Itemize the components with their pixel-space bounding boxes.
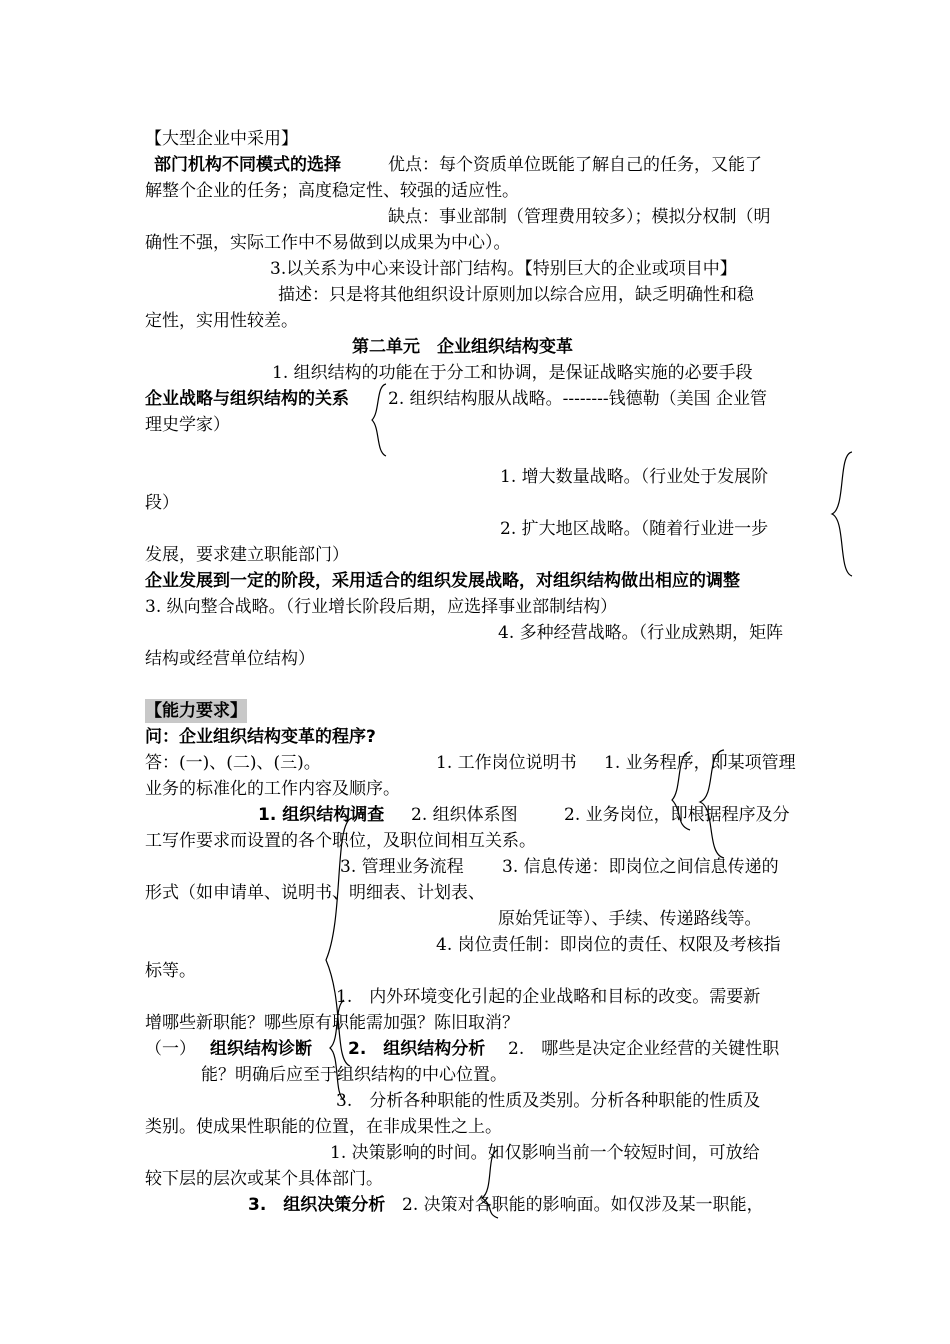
paragraph-text: 形式（如申请单、说明书、明细表、计划表、 [145, 883, 485, 903]
flow-item: 3. 信息传递：即岗位之间信息传递的 [502, 857, 779, 877]
paragraph-text: 类别。使成果性职能的位置，在非成果性之上。 [145, 1117, 502, 1137]
paragraph-text: 业务的标准化的工作内容及顺序。 [145, 779, 400, 799]
paragraph-text: 能？明确后应至于组织结构的中心位置。 [201, 1065, 507, 1085]
section-note: 【大型企业中采用】 [145, 129, 298, 149]
paragraph-text: 解整个企业的任务；高度稳定性、较强的适应性。 [145, 181, 519, 201]
paragraph-text: 标等。 [145, 961, 196, 981]
paragraph-text: 结构或经营单位结构） [145, 649, 315, 669]
strategy-item: 3. 纵向整合战略。（行业增长阶段后期，应选择事业部制结构） [145, 597, 618, 617]
strategy-item: 4. 多种经营战略。（行业成熟期，矩阵 [498, 623, 784, 643]
disadvantages-text: 缺点：事业部制（管理费用较多）；模拟分权制（明 [388, 207, 771, 227]
flow-item: 2. 业务岗位，即根据程序及分 [564, 805, 790, 825]
brace-strategy [372, 384, 386, 456]
question-text: 问：企业组织结构变革的程序? [145, 727, 376, 747]
flow-item: 1. 业务程序，即某项管理 [604, 753, 796, 773]
description-text: 描述：只是将其他组织设计原则加以综合应用，缺乏明确性和稳 [278, 285, 754, 305]
analysis-item: 3. 分析各种职能的性质及类别。分析各种职能的性质及 [336, 1091, 761, 1111]
survey-item: 3. 管理业务流程 [340, 857, 464, 877]
answer-text: 答：(一)、(二)、(三)。 [145, 753, 321, 773]
heading-decision-analysis: 3. 组织决策分析 [248, 1195, 386, 1215]
heading-development-adjustment: 企业发展到一定的阶段，采用适合的组织发展战略，对组织结构做出相应的调整 [145, 571, 740, 591]
analysis-item: 2. 哪些是决定企业经营的关键性职 [508, 1039, 780, 1059]
strategy-item: 1. 增大数量战略。（行业处于发展阶 [500, 467, 769, 487]
paragraph-text: 段） [145, 493, 179, 513]
paragraph-text: 理史学家） [145, 415, 230, 435]
paragraph-text: 确性不强，实际工作中不易做到以成果为中心）。 [145, 233, 511, 253]
heading-structure-diagnosis: 组织结构诊断 [210, 1039, 312, 1059]
advantages-text: 优点：每个资质单位既能了解自己的任务，又能了 [388, 155, 762, 175]
section-number: （一） [145, 1039, 196, 1059]
decision-item: 2. 决策对各职能的影响面。如仅涉及某一职能， [402, 1195, 764, 1215]
strategy-item: 2. 扩大地区战略。（随着行业进一步 [500, 519, 769, 539]
paragraph-text: 工写作要求而设置的各个职位，及职位间相互关系。 [145, 831, 536, 851]
paragraph-text: 较下层的层次或某个具体部门。 [145, 1169, 383, 1189]
analysis-item: 1. 内外环境变化引起的企业战略和目标的改变。需要新 [336, 987, 761, 1007]
paragraph-text: 1. 组织结构的功能在于分工和协调，是保证战略实施的必要手段 [272, 363, 753, 383]
survey-item: 4. 岗位责任制：即岗位的责任、权限及考核指 [436, 935, 781, 955]
paragraph-text: 增哪些新职能？哪些原有职能需加强？陈旧取消？ [145, 1013, 519, 1033]
brace-right-margin [832, 452, 852, 576]
heading-department-models: 部门机构不同模式的选择 [154, 155, 341, 175]
paragraph-text: 原始凭证等）、手续、传递路线等。 [498, 909, 762, 929]
paragraph-text: 定性，实用性较差。 [145, 311, 298, 331]
decision-item: 1. 决策影响的时间。如仅影响当前一个较短时间，可放给 [330, 1143, 760, 1163]
heading-strategy-structure: 企业战略与组织结构的关系 [145, 389, 349, 409]
paragraph-text: 发展，要求建立职能部门） [145, 545, 349, 565]
unit-title: 第二单元 企业组织结构变革 [352, 337, 573, 357]
ability-requirement-label: 【能力要求】 [145, 701, 247, 721]
survey-item: 1. 工作岗位说明书 [436, 753, 577, 773]
survey-item: 2. 组织体系图 [411, 805, 518, 825]
paragraph-text: 3.以关系为中心来设计部门结构。【特别巨大的企业或项目中】 [270, 259, 737, 279]
paragraph-text: 2. 组织结构服从战略。--------钱德勒（美国 企业管 [388, 389, 767, 409]
heading-structure-survey: 1. 组织结构调查 [258, 805, 385, 825]
heading-structure-analysis: 2. 组织结构分析 [348, 1039, 486, 1059]
